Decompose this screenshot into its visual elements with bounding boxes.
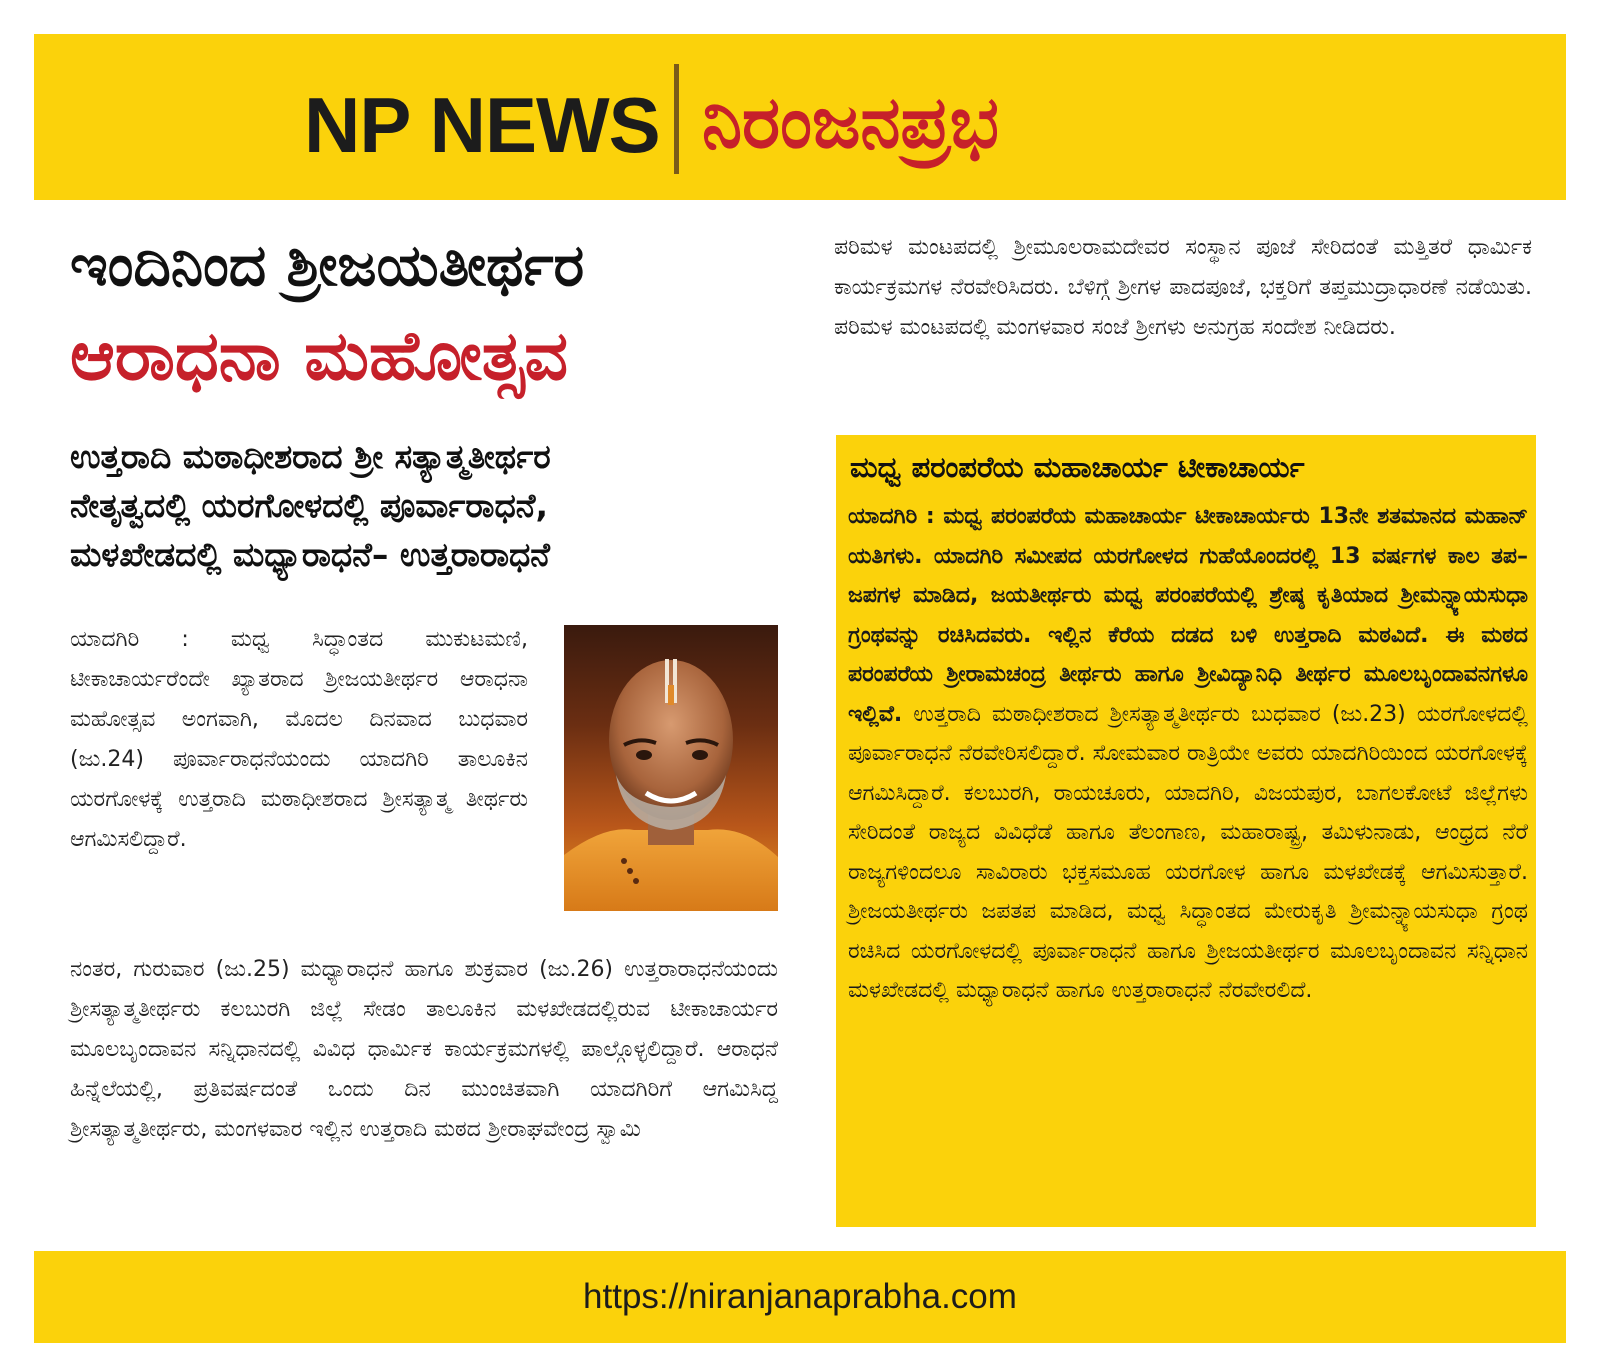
footer-bar [34, 1251, 1566, 1343]
masthead [34, 34, 1566, 200]
subheadline [70, 432, 782, 579]
article-paragraph-1: ಯಾದಗಿರಿ : ಮಧ್ವ ಸಿದ್ಧಾಂತದ ಮುಕುಟಮಣಿ, ಟೀಕಾಚಾರ್ಯರೆಂದೇ ಖ್ಯಾತರಾದ ಶ್ರೀಜಯತೀರ್ಥರ ಆರಾಧನಾ ಮಹೋತ್ಸವ ಅಂಗವಾಗಿ, ಮೊದಲ ದಿನವಾದ ಬುಧವಾರ (ಜು.24) ಪೂರ್ವಾರಾಧನೆಯಂದು ಯಾದಗಿರಿ ತಾಲೂಕಿನ ಯರಗೋಳಕ್ಕೆ ಉತ್ತರಾದಿ ಮಠಾಧೀಶರಾದ ಶ್ರೀಸತ್ಯಾತ್ಮ ತೀರ್ಥರು ಆಗಮಿಸಲಿದ್ದಾರೆ. [70, 627, 528, 852]
brand-divider [674, 64, 679, 174]
brand-logo-kannada: ನಿರಂಜನಪ್ರಭ [702, 80, 999, 164]
sidebar-box-body [848, 497, 1528, 1011]
subheadline-line-3: ಮಳಖೇಡದಲ್ಲಿ ಮಧ್ಯಾರಾಧನೆ– ಉತ್ತರಾರಾಧನೆ [70, 535, 550, 574]
website-link[interactable]: https://niranjanaprabha.com [583, 1277, 1017, 1316]
portrait-illustration-icon [564, 625, 778, 911]
seer-portrait-photo [564, 625, 778, 911]
sidebar-box-title: ಮಧ್ವ ಪರಂಪರೆಯ ಮಹಾಚಾರ್ಯ ಟೀಕಾಚಾರ್ಯ [850, 450, 1305, 484]
subheadline-line-2: ನೇತೃತ್ವದಲ್ಲಿ ಯರಗೋಳದಲ್ಲಿ ಪೂರ್ವಾರಾಧನೆ, [70, 486, 548, 525]
sidebar-box-lead: ಯಾದಗಿರಿ : ಮಧ್ವ ಪರಂಪರೆಯ ಮಹಾಚಾರ್ಯ ಟೀಕಾಚಾರ್ಯರು 13ನೇ ಶತಮಾನದ ಮಹಾನ್ ಯತಿಗಳು. ಯಾದಗಿರಿ ಸಮೀಪದ ಯರಗೋಳದ ಗುಹೆಯೊಂದರಲ್ಲಿ 13 ವರ್ಷಗಳ ಕಾಲ ತಪ–ಜಪಗಳ ಮಾಡಿದ, ಜಯತೀರ್ಥರು ಮಧ್ವ ಪರಂಪರೆಯಲ್ಲಿ ಶ್ರೇಷ್ಠ ಕೃತಿಯಾದ ಶ್ರೀಮನ್ನ್ಯಾಯಸುಧಾ ಗ್ರಂಥವನ್ನು ರಚಿಸಿದವರು. ಇಲ್ಲಿನ ಕೆರೆಯ ದಡದ ಬಳಿ ಉತ್ತರಾದಿ ಮಠವಿದೆ. ಈ ಮಠದ ಪರಂಪರೆಯ ಶ್ರೀರಾಮಚಂದ್ರ ತೀರ್ಥರು ಹಾಗೂ ಶ್ರೀವಿದ್ಯಾನಿಧಿ ತೀರ್ಥರ ಮೂಲಬೃಂದಾವನಗಳೂ ಇಲ್ಲಿವೆ. [848, 504, 1528, 727]
headline-line-2: ಆರಾಧನಾ ಮಹೋತ್ಸವ [70, 317, 568, 396]
article-paragraph-2: ನಂತರ, ಗುರುವಾರ (ಜು.25) ಮಧ್ಯಾರಾಧನೆ ಹಾಗೂ ಶುಕ್ರವಾರ (ಜು.26) ಉತ್ತರಾರಾಧನೆಯಂದು ಶ್ರೀಸತ್ಯಾತ್ಮತೀರ್ಥರು ಕಲಬುರಗಿ ಜಿಲ್ಲೆ ಸೇಡಂ ತಾಲೂಕಿನ ಮಳಖೇಡದಲ್ಲಿರುವ ಟೀಕಾಚಾರ್ಯರ ಮೂಲಬೃಂದಾವನ ಸನ್ನಿಧಾನದಲ್ಲಿ ವಿವಿಧ ಧಾರ್ಮಿಕ ಕಾರ್ಯಕ್ರಮಗಳಲ್ಲಿ ಪಾಲ್ಗೊಳ್ಳಲಿದ್ದಾರೆ. ಆರಾಧನೆ ಹಿನ್ನೆಲೆಯಲ್ಲಿ, ಪ್ರತಿವರ್ಷದಂತೆ ಒಂದು ದಿನ ಮುಂಚಿತವಾಗಿ ಯಾದಗಿರಿಗೆ ಆಗಮಿಸಿದ್ದ ಶ್ರೀಸತ್ಯಾತ್ಮತೀರ್ಥರು, ಮಂಗಳವಾರ ಇಲ್ಲಿನ ಉತ್ತರಾದಿ ಮಠದ ಶ್ರೀರಾಘವೇಂದ್ರ ಸ್ವಾಮಿ [70, 957, 778, 1142]
headline-line-1: ಇಂದಿನಿಂದ ಶ್ರೀಜಯತೀರ್ಥರ [70, 231, 585, 299]
article-paragraph-3: ಪರಿಮಳ ಮಂಟಪದಲ್ಲಿ ಶ್ರೀಮೂಲರಾಮದೇವರ ಸಂಸ್ಥಾನ ಪೂಜೆ ಸೇರಿದಂತೆ ಮತ್ತಿತರೆ ಧಾರ್ಮಿಕ ಕಾರ್ಯಕ್ರಮಗಳ ನೆರವೇರಿಸಿದರು. ಬೆಳಿಗ್ಗೆ ಶ್ರೀಗಳ ಪಾದಪೂಜೆ, ಭಕ್ತರಿಗೆ ತಪ್ತಮುದ್ರಾಧಾರಣೆ ನಡೆಯಿತು. ಪರಿಮಳ ಮಂಟಪದಲ್ಲಿ ಮಂಗಳವಾರ ಸಂಜೆ ಶ್ರೀಗಳು ಅನುಗ್ರಹ ಸಂದೇಶ ನೀಡಿದರು. [834, 235, 1532, 340]
sidebar-box [836, 435, 1536, 1227]
subheadline-line-1: ಉತ್ತರಾದಿ ಮಠಾಧೀಶರಾದ ಶ್ರೀ ಸತ್ಯಾತ್ಮತೀರ್ಥರ [70, 437, 551, 476]
brand-logo-english: NP NEWS [304, 81, 660, 169]
sidebar-box-text: ಉತ್ತರಾದಿ ಮಠಾಧೀಶರಾದ ಶ್ರೀಸತ್ಯಾತ್ಮತೀರ್ಥರು ಬುಧವಾರ (ಜು.23) ಯರಗೋಳದಲ್ಲಿ ಪೂರ್ವಾರಾಧನೆ ನೆರವೇರಿಸಲಿದ್ದಾರೆ. ಸೋಮವಾರ ರಾತ್ರಿಯೇ ಅವರು ಯಾದಗಿರಿಯಿಂದ ಯರಗೋಳಕ್ಕೆ ಆಗಮಿಸಿದ್ದಾರೆ. ಕಲಬುರಗಿ, ರಾಯಚೂರು, ಯಾದಗಿರಿ, ವಿಜಯಪುರ, ಬಾಗಲಕೋಟೆ ಜಿಲ್ಲೆಗಳು ಸೇರಿದಂತೆ ರಾಜ್ಯದ ವಿವಿಧೆಡೆ ಹಾಗೂ ತೆಲಂಗಾಣ, ಮಹಾರಾಷ್ಟ್ರ, ತಮಿಳುನಾಡು, ಆಂಧ್ರದ ನೆರೆ ರಾಜ್ಯಗಳಿಂದಲೂ ಸಾವಿರಾರು ಭಕ್ತಸಮೂಹ ಯರಗೋಳ ಹಾಗೂ ಮಳಖೇಡಕ್ಕೆ ಆಗಮಿಸುತ್ತಾರೆ. ಶ್ರೀಜಯತೀರ್ಥರು ಜಪತಪ ಮಾಡಿದ, ಮಧ್ವ ಸಿದ್ಧಾಂತದ ಮೇರುಕೃತಿ ಶ್ರೀಮನ್ನ್ಯಾಯಸುಧಾ ಗ್ರಂಥ ರಚಿಸಿದ ಯರಗೋಳದಲ್ಲಿ ಪೂರ್ವಾರಾಧನೆ ಹಾಗೂ ಶ್ರೀಜಯತೀರ್ಥರ ಮೂಲಬೃಂದಾವನ ಸನ್ನಿಧಾನ ಮಳಖೇಡದಲ್ಲಿ ಮಧ್ಯಾರಾಧನೆ ಹಾಗೂ ಉತ್ತರಾರಾಧನೆ ನೆರವೇರಲಿದೆ. [848, 701, 1528, 1003]
